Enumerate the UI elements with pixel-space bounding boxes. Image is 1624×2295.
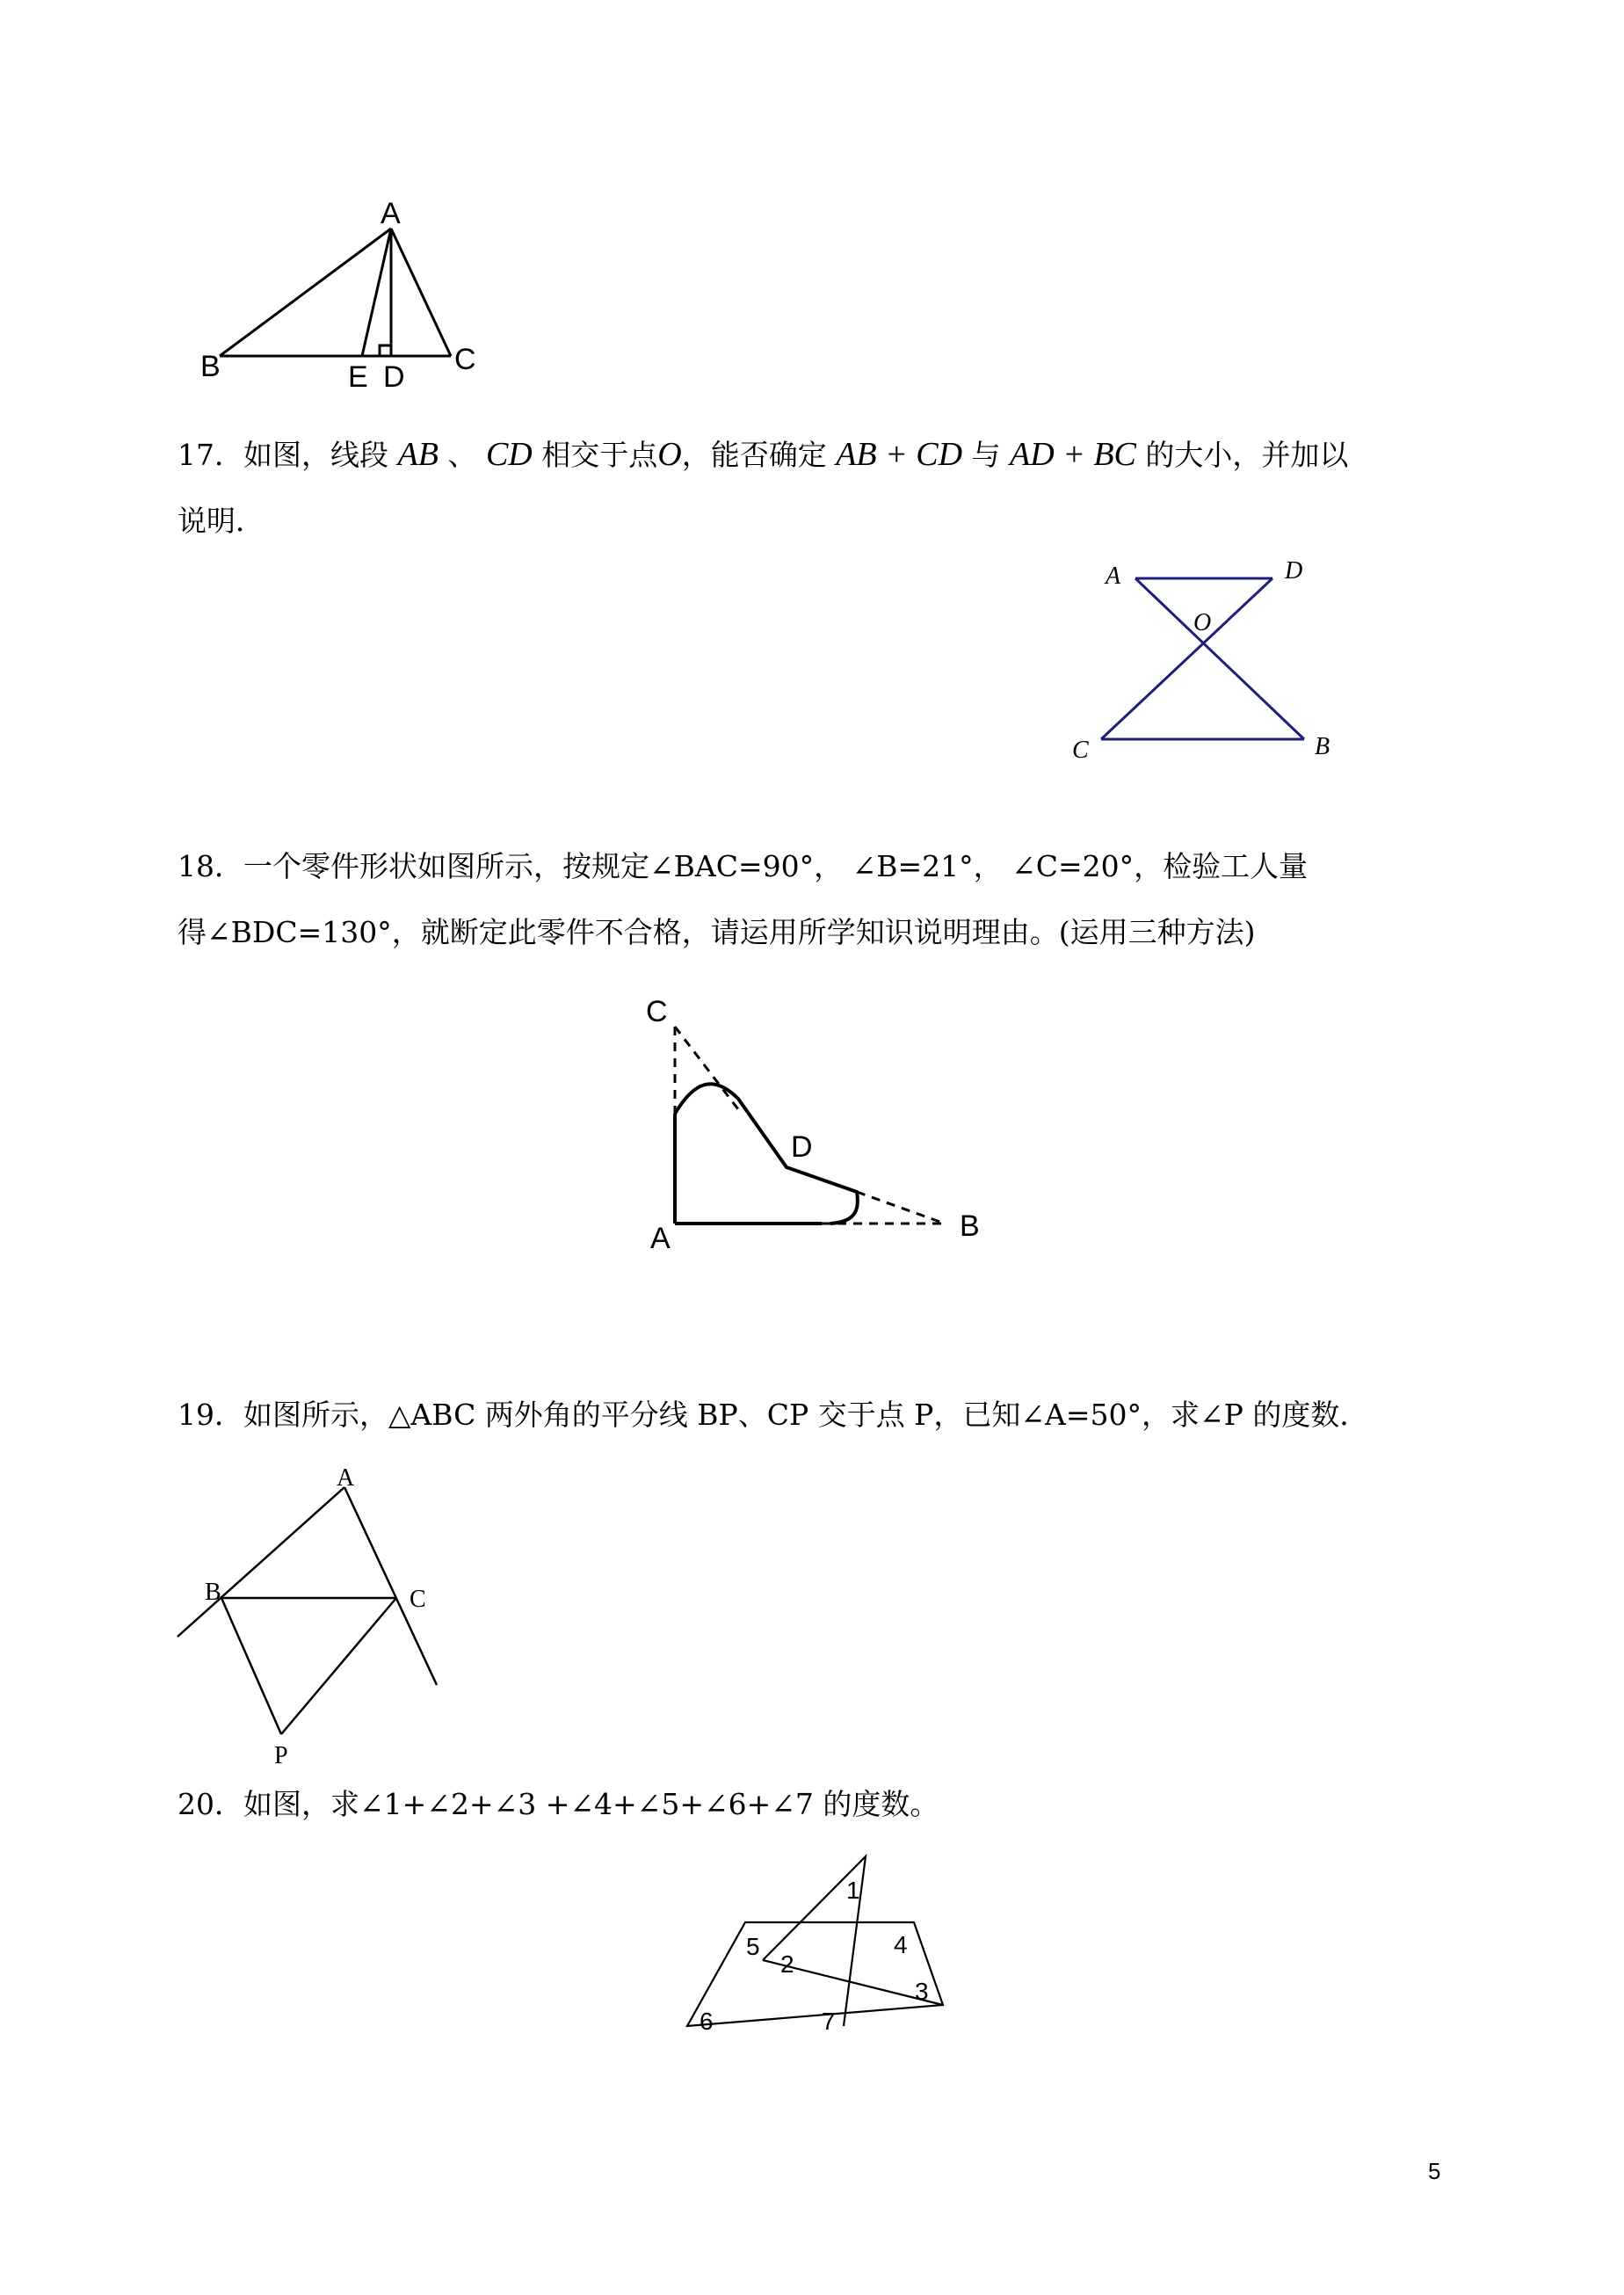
label-7: 7 bbox=[822, 2008, 836, 2035]
label-4: 4 bbox=[894, 1931, 908, 1958]
question-18-line1: 18．一个零件形状如图所示，按规定∠BAC=90°， ∠B=21°， ∠C=20°，检验工人量 bbox=[178, 849, 1309, 883]
label-6: 6 bbox=[700, 2008, 714, 2035]
question-number: 17． bbox=[178, 438, 243, 472]
label-C: C bbox=[1072, 737, 1089, 764]
math-o: O bbox=[657, 436, 682, 473]
question-20: 20．如图，求∠1+∠2+∠3 +∠4+∠5+∠6+∠7 的度数。 bbox=[178, 1787, 939, 1821]
page-number: 5 bbox=[1428, 2158, 1441, 2184]
label-A: A bbox=[381, 197, 401, 230]
label-D: D bbox=[791, 1130, 813, 1164]
question-text: 的大小，并加以 bbox=[1145, 438, 1349, 472]
label-O: O bbox=[1193, 609, 1212, 636]
math-cd: CD bbox=[485, 436, 533, 473]
label-D: D bbox=[383, 360, 405, 394]
label-B: B bbox=[960, 1209, 980, 1243]
label-3: 3 bbox=[915, 1978, 929, 2005]
label-A: A bbox=[337, 1464, 355, 1492]
question-text: ，能否确定 bbox=[681, 438, 827, 472]
label-B: B bbox=[200, 350, 221, 383]
question-17-line2: 说明． bbox=[178, 504, 265, 538]
question-text: 如图，线段 bbox=[243, 438, 388, 472]
question-18-line2: 得∠BDC=130°，就断定此零件不合格，请运用所学知识说明理由。(运用三种方法) bbox=[178, 915, 1256, 949]
question-17 bbox=[178, 431, 1461, 479]
label-C: C bbox=[410, 1586, 426, 1613]
label-A: A bbox=[650, 1222, 671, 1255]
math-sum1: AB + CD bbox=[836, 436, 963, 473]
label-P: P bbox=[274, 1742, 288, 1769]
label-B: B bbox=[1315, 733, 1330, 760]
label-1: 1 bbox=[846, 1877, 860, 1904]
label-D: D bbox=[1285, 557, 1303, 585]
label-2: 2 bbox=[780, 1950, 794, 1978]
question-text: 相交于点 bbox=[541, 438, 658, 472]
label-C: C bbox=[454, 343, 476, 376]
label-E: E bbox=[348, 360, 368, 394]
question-text: 与 bbox=[971, 438, 1001, 472]
math-ab: AB bbox=[397, 436, 439, 473]
label-5: 5 bbox=[746, 1933, 760, 1960]
label-B: B bbox=[205, 1579, 221, 1606]
label-A: A bbox=[1106, 563, 1121, 590]
question-19: 19．如图所示，△ABC 两外角的平分线 BP、CP 交于点 P，已知∠A=50°，求∠P 的度数． bbox=[178, 1398, 1369, 1432]
label-C: C bbox=[646, 995, 668, 1028]
math-sum2: AD + BC bbox=[1010, 436, 1136, 473]
question-text: 、 bbox=[447, 438, 477, 472]
